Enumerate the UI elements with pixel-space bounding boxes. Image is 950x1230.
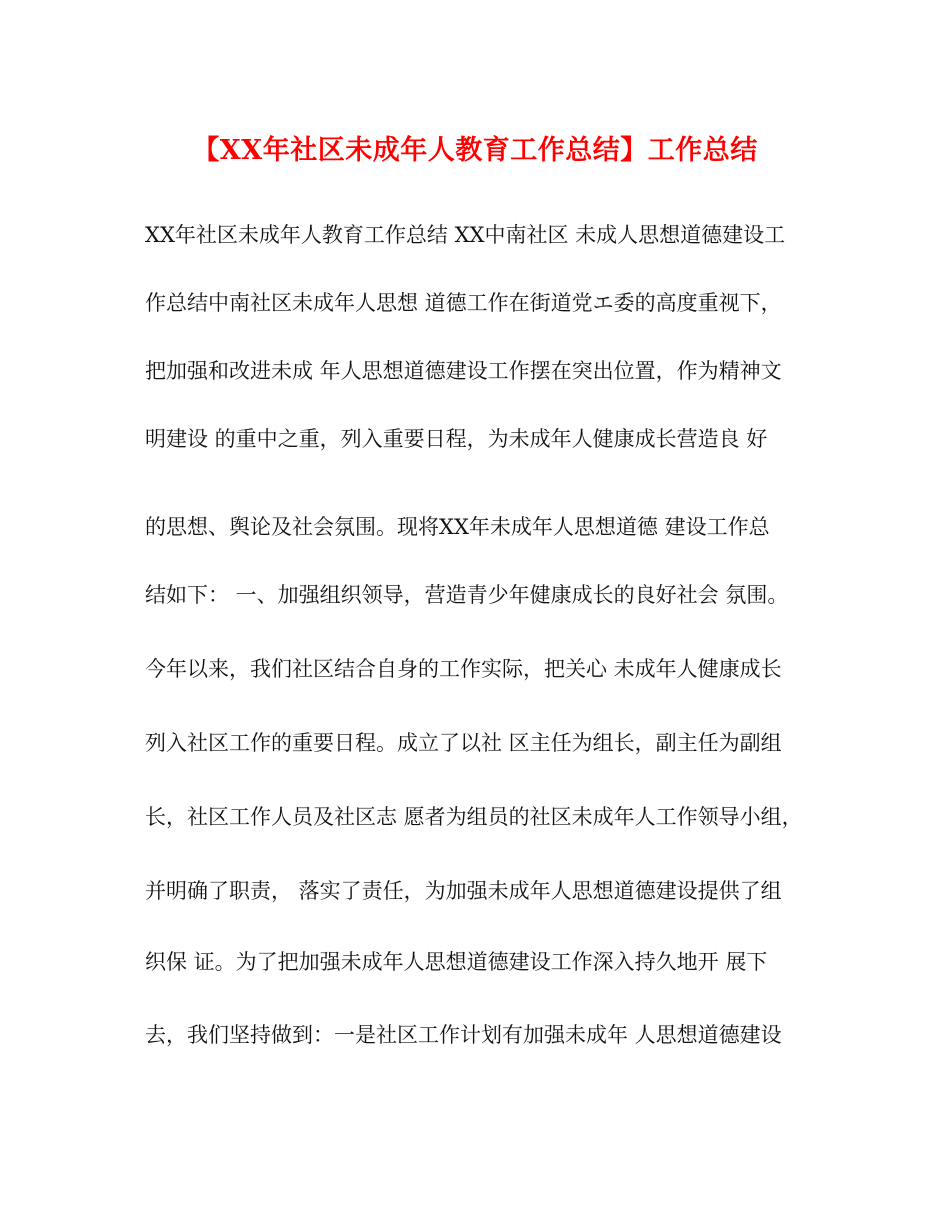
body-line-7: 今年以来，我们社区结合自身的工作实际，把关心 未成年人健康成长 — [145, 657, 782, 681]
document-title: 【XX年社区未成年人教育工作总结】工作总结 — [192, 135, 758, 166]
body-line-3: 把加强和改进未成 年人思想道德建设工作摆在突出位置，作为精神文 — [145, 359, 782, 383]
body-line-10: 并明确了职责， 落实了责任，为加强未成年人思想道德建设提供了组 — [145, 879, 782, 903]
body-line-6: 结如下： 一、加强组织领导，营造青少年健康成长的良好社会 氛围。 — [145, 583, 789, 607]
body-line-4: 明建设 的重中之重，列入重要日程，为未成年人健康成长营造良 好 — [145, 427, 768, 451]
body-line-2: 作总结中南社区未成年人思想 道德工作在街道党エ委的高度重视下， — [145, 291, 782, 315]
body-line-9: 长，社区工作人员及社区志 愿者为组员的社区未成年人工作领导小组， — [145, 805, 803, 829]
body-line-12: 去，我们坚持做到：一是社区工作计划有加强未成年 人思想道德建设 — [145, 1023, 782, 1047]
body-line-11: 织保 证。为了把加强未成年人思想道德建设工作深入持久地开 展下 — [145, 950, 768, 974]
body-line-1: XX年社区未成年人教育工作总结 XX中南社区 未成人思想道德建设工 — [145, 223, 786, 247]
body-line-5: 的思想、舆论及社会氛围。现将XX年未成年人思想道德 建设工作总 — [145, 515, 770, 539]
body-line-8: 列入社区工作的重要日程。成立了以社 区主任为组长，副主任为副组 — [145, 731, 782, 755]
